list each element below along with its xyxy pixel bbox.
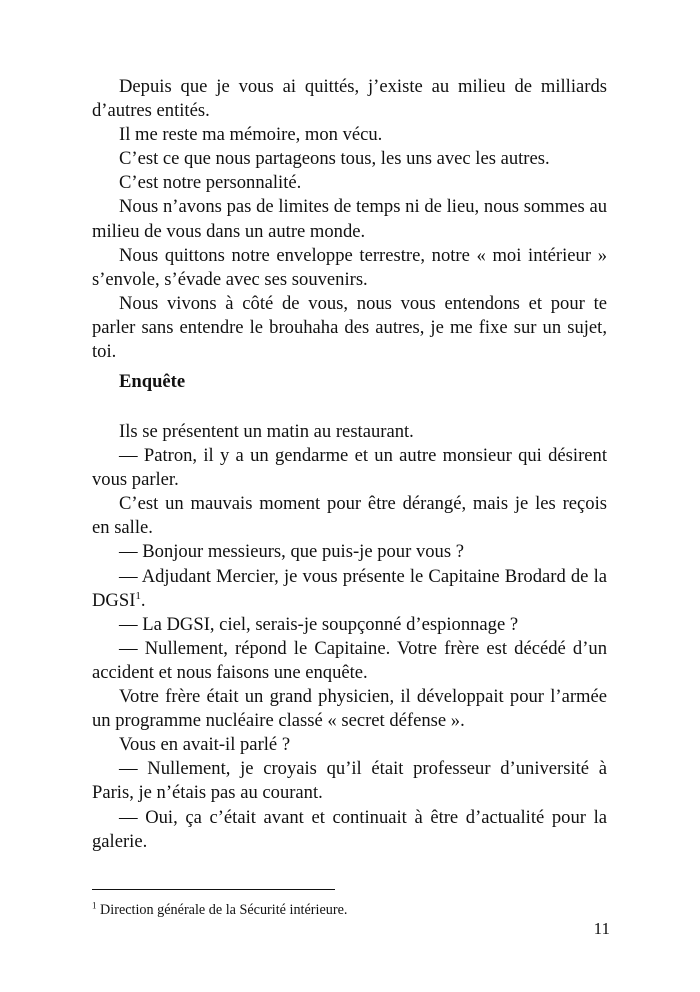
footnote	[92, 901, 347, 919]
footnote-reference[interactable]: 1	[135, 589, 141, 602]
paragraph: Nous quittons notre enveloppe terrestre, notre « moi intérieur » s’envole, s’évade avec ses souvenirs.	[92, 244, 607, 290]
paragraph: Votre frère était un grand physicien, il développait pour l’armée un programme nucléaire classé « secret défense ».	[92, 686, 607, 732]
paragraph-with-footnote	[92, 565, 607, 613]
paragraph: Nous vivons à côté de vous, nous vous entendons et pour te parler sans entendre le brouhaha des autres, je me fixe sur un sujet, toi.	[92, 292, 607, 363]
paragraph: — Bonjour messieurs, que puis-je pour vous ?	[119, 541, 464, 563]
paragraph: Il me reste ma mémoire, mon vécu.	[119, 124, 383, 146]
footnote-text: Direction générale de la Sécurité intérieure.	[96, 902, 348, 918]
paragraph: Ils se présentent un matin au restaurant.	[119, 421, 414, 442]
paragraph: Depuis que je vous ai quittés, j’existe au milieu de milliards d’autres entités.	[92, 76, 607, 122]
paragraph: Vous en avait-il parlé ?	[119, 734, 291, 756]
enquete-section	[92, 420, 607, 854]
paragraph: — Nullement, je croyais qu’il était professeur d’université à Paris, je n’étais pas au courant.	[92, 758, 607, 804]
paragraph-text: — Adjudant Mercier, je vous présente le Capitaine Brodard de la DGSI	[92, 565, 607, 611]
paragraph: — La DGSI, ciel, serais-je soupçonné d’espionnage ?	[119, 613, 519, 635]
paragraph: C’est ce que nous partageons tous, les uns avec les autres.	[119, 148, 550, 170]
paragraph-end-punctuation: .	[140, 589, 146, 611]
paragraph: — Oui, ça c’était avant et continuait à être d’actualité pour la galerie.	[92, 806, 607, 852]
chapter-heading: Enquête	[119, 371, 186, 392]
opening-section	[92, 75, 607, 364]
footnote-marker: 1	[92, 900, 97, 911]
paragraph: C’est un mauvais moment pour être dérangé, mais je les reçois en salle.	[92, 493, 607, 539]
paragraph: — Nullement, répond le Capitaine. Votre frère est décédé d’un accident et nous faisons une enquête.	[92, 637, 607, 683]
paragraph: — Patron, il y a un gendarme et un autre monsieur qui désirent vous parler.	[92, 445, 607, 491]
paragraph: C’est notre personnalité.	[119, 172, 302, 194]
page-number: 11	[593, 919, 610, 938]
paragraph: Nous n’avons pas de limites de temps ni de lieu, nous sommes au milieu de vous dans un autre monde.	[92, 196, 607, 242]
footnote-divider	[92, 889, 335, 890]
